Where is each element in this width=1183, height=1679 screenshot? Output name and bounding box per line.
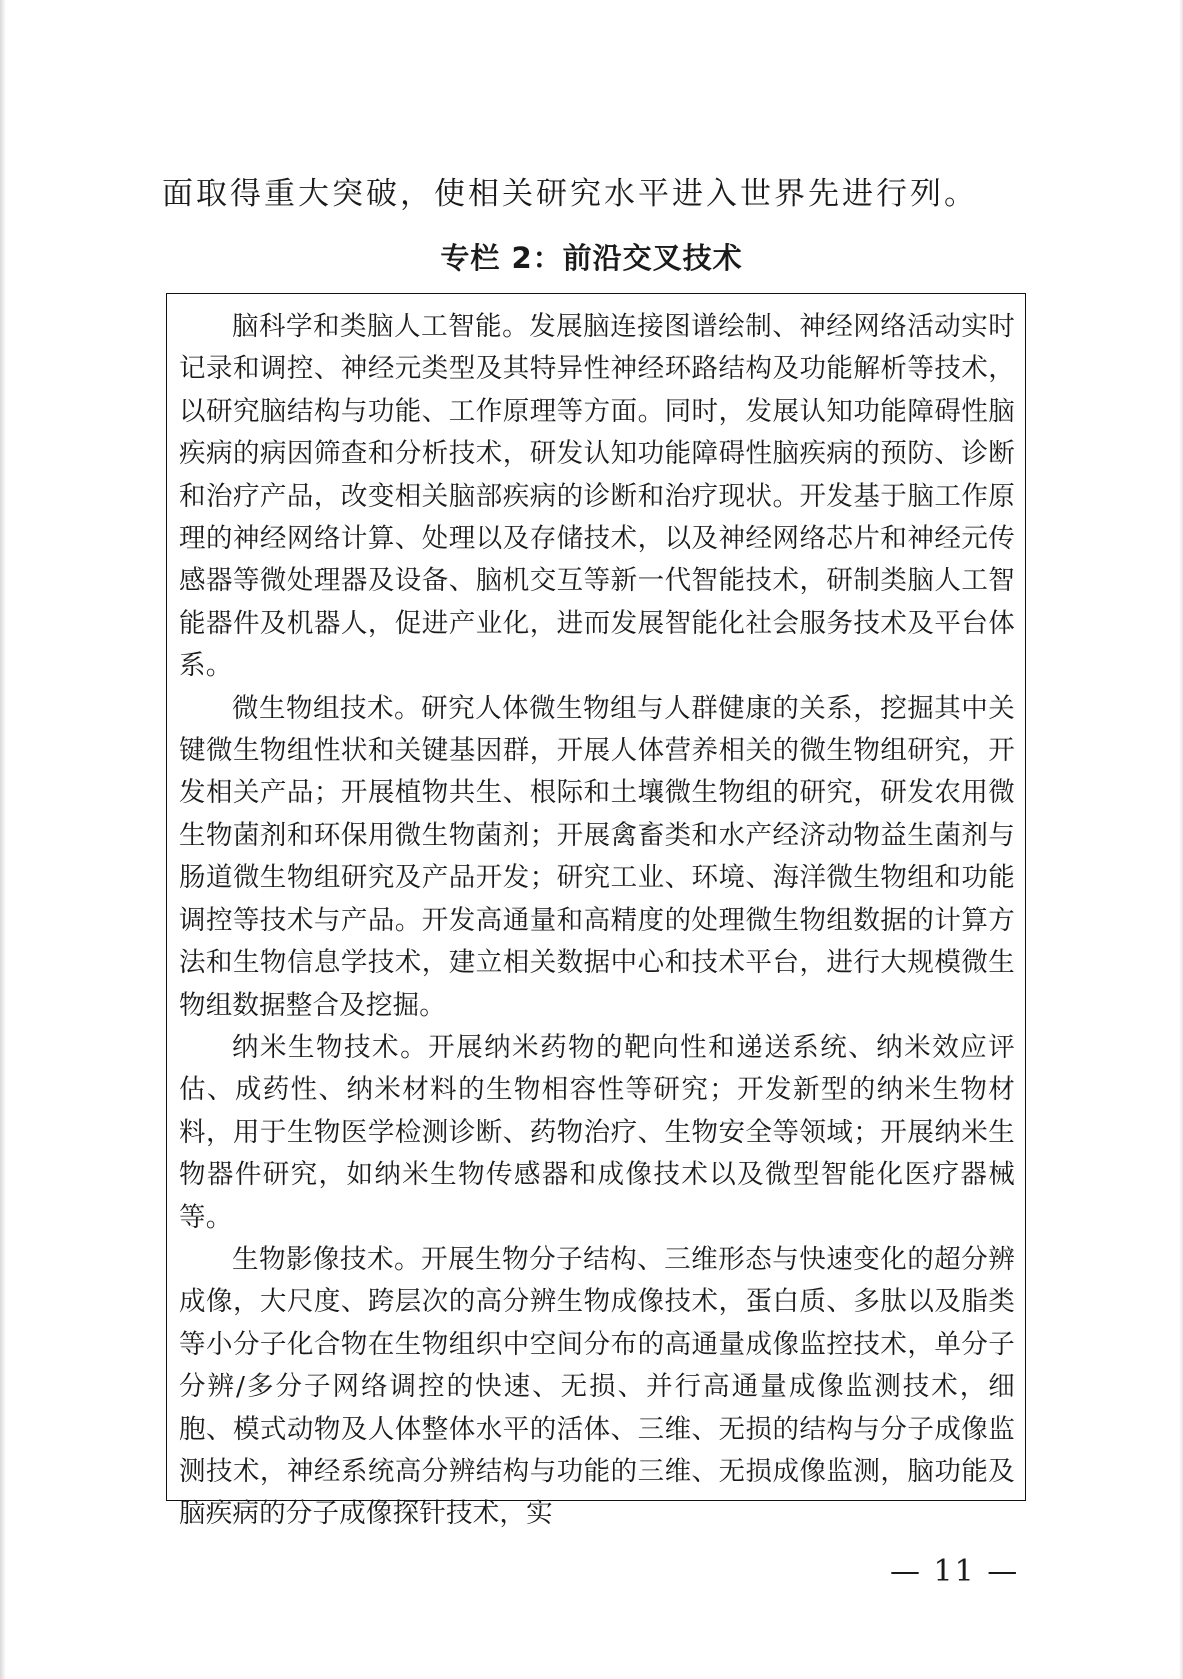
- paragraph-nano-biotech: 纳米生物技术。开展纳米药物的靶向性和递送系统、纳米效应评估、成药性、纳米材料的生物相容性等研究；开发新型的纳米生物材料，用于生物医学检测诊断、药物治疗、生物安全等领域；开展纳米生物器件研究，如纳米生物传感器和成像技术以及微型智能化医疗器械等。: [179, 1031, 1015, 1233]
- intro-paragraph-end: 面取得重大突破，使相关研究水平进入世界先进行列。: [162, 176, 978, 212]
- column-body: [179, 306, 1015, 1536]
- paragraph-microbiome: 微生物组技术。研究人体微生物组与人群健康的关系，挖掘其中关键微生物组性状和关键基因群，开展人体营养相关的微生物组研究，开发相关产品；开展植物共生、根际和土壤微生物组的研究，研发农用微生物菌剂和环保用微生物菌剂；开展禽畜类和水产经济动物益生菌剂与肠道微生物组研究及产品开发；研究工业、环境、海洋微生物组和功能调控等技术与产品。开发高通量和高精度的处理微生物组数据的计算方法和生物信息学技术，建立相关数据中心和技术平台，进行大规模微生物组数据整合及挖掘。: [179, 692, 1015, 1021]
- column-title: 专栏 2：前沿交叉技术: [440, 241, 743, 275]
- column-box: [166, 293, 1026, 1530]
- paragraph-brain-science: 脑科学和类脑人工智能。发展脑连接图谱绘制、神经网络活动实时记录和调控、神经元类型及其特异性神经环路结构及功能解析等技术，以研究脑结构与功能、工作原理等方面。同时，发展认知功能障碍性脑疾病的病因筛查和分析技术，研发认知功能障碍性脑疾病的预防、诊断和治疗产品，改变相关脑部疾病的诊断和治疗现状。开发基于脑工作原理的神经网络计算、处理以及存储技术，以及神经网络芯片和神经元传感器等微处理器及设备、脑机交互等新一代智能技术，研制类脑人工智能器件及机器人，促进产业化，进而发展智能化社会服务技术及平台体系。: [179, 311, 1015, 682]
- paragraph-bio-imaging: 生物影像技术。开展生物分子结构、三维形态与快速变化的超分辨成像，大尺度、跨层次的高分辨生物成像技术，蛋白质、多肽以及脂类等小分子化合物在生物组织中空间分布的高通量成像监控技术，单分子分辨/多分子网络调控的快速、无损、并行高通量成像监测技术，细胞、模式动物及人体整体水平的活体、三维、无损的结构与分子成像监测技术，神经系统高分辨结构与功能的三维、无损成像监测，脑功能及脑疾病的分子成像探针技术，实: [179, 1243, 1015, 1530]
- page-number: — 11 —: [890, 1554, 1020, 1589]
